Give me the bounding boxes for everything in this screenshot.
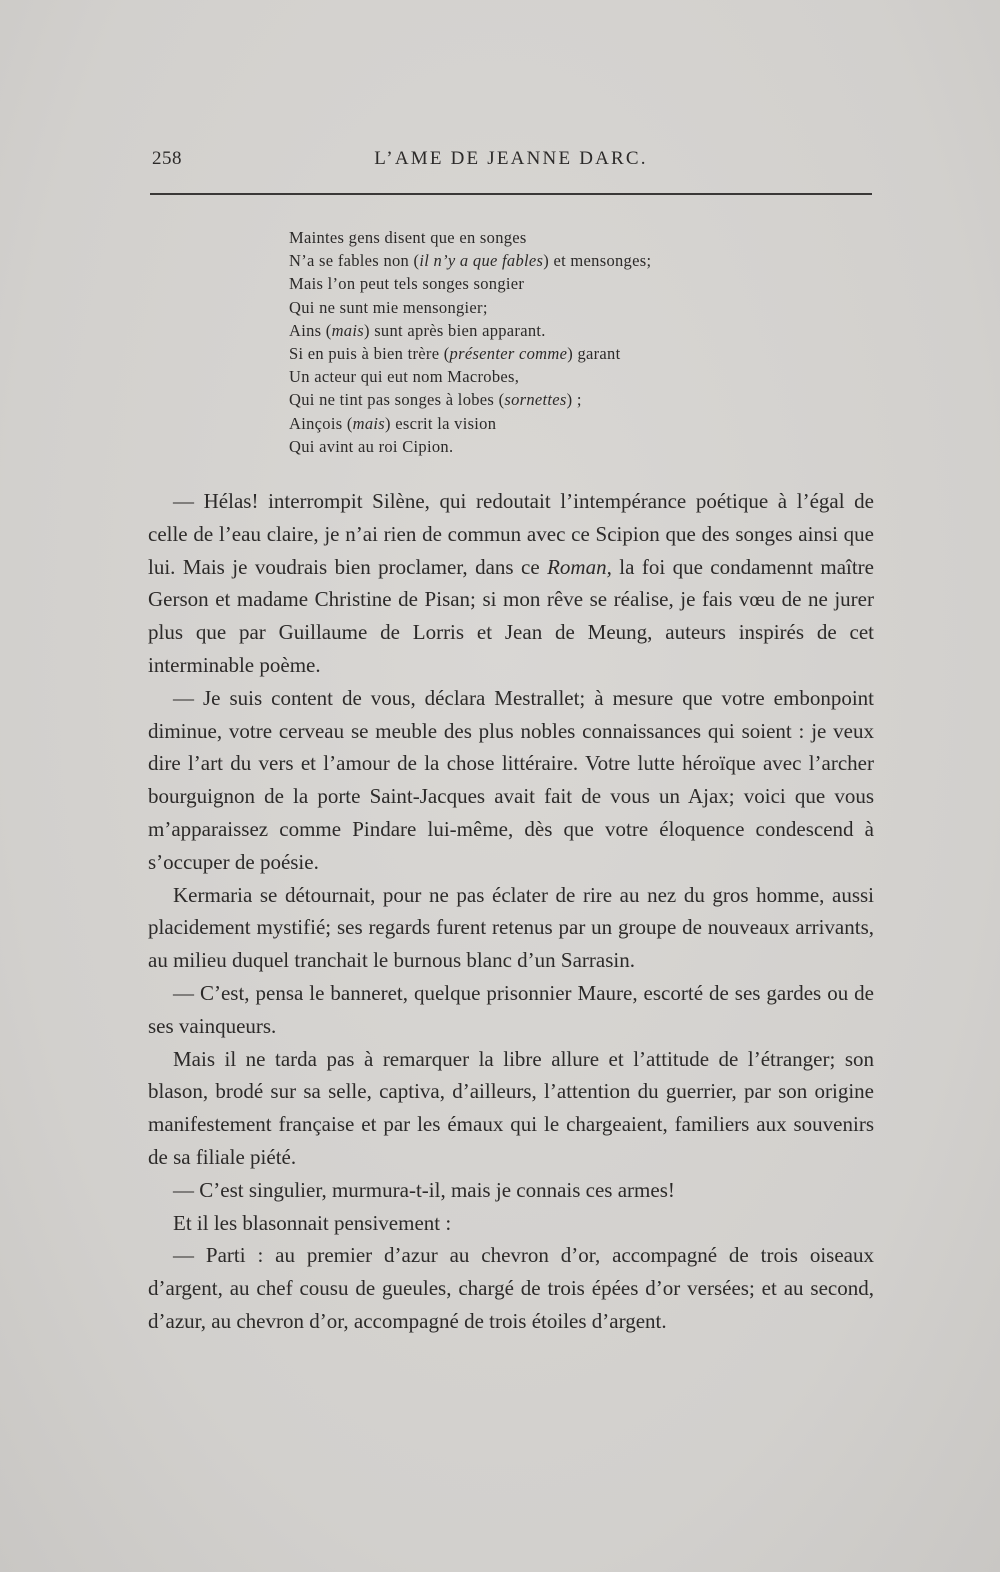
verse-line: Un acteur qui eut nom Macrobes, — [289, 367, 520, 387]
prose-body — [148, 485, 874, 1338]
verse-line: Ains (mais) sunt après bien apparant. — [289, 320, 546, 340]
paragraph: Kermaria se détournait, pour ne pas éclater de rire au nez du gros homme, aussi placidement mystifié; ses regards furent retenus par un groupe de nouveaux arrivants, au milieu duquel tranchait le burnous blanc d’un Sarrasin. — [148, 882, 874, 973]
verse-line: Qui ne sunt mie mensongier; — [289, 297, 488, 317]
verse-line: Qui avint au roi Cipion. — [289, 436, 454, 456]
paragraph: — Parti : au premier d’azur au chevron d’or, accompagné de trois oiseaux d’argent, au chef cousu de gueules, chargé de trois épées d’or versées; et au second, d’azur, au chevron d’or, accompagné de trois étoiles d’argent. — [148, 1243, 874, 1333]
page-header — [150, 148, 872, 178]
paragraph: — C’est, pensa le banneret, quelque prisonnier Maure, escorté de ses gardes ou de ses vainqueurs. — [148, 980, 874, 1038]
verse-line: Si en puis à bien trère (présenter comme) garant — [289, 343, 621, 363]
running-title: L’AME DE JEANNE DARC. — [374, 148, 648, 169]
verse-line: Maintes gens disent que en songes — [289, 228, 527, 247]
verse-block — [289, 226, 769, 458]
paragraph: — Je suis content de vous, déclara Mestrallet; à mesure que votre embonpoint diminue, votre cerveau se meuble des plus nobles connaissances qui soient : je veux dire l’art du vers et l’amour de la chose littéraire. Votre lutte héroïque avec l’archer bourguignon de la porte Saint-Jacques avait fait de vous un Ajax; voici que vous m’apparaissez comme Pindare lui-même, dès que votre éloquence condescend à s’occuper de poésie. — [148, 685, 874, 874]
paragraph: — C’est singulier, murmura-t-il, mais je connais ces armes! — [173, 1177, 675, 1202]
verse-line: Mais l’on peut tels songes songier — [289, 274, 525, 294]
page-number: 258 — [152, 148, 182, 169]
verse-line: N’a se fables non (il n’y a que fables) et mensonges; — [289, 251, 652, 271]
paragraph: — Hélas! interrompit Silène, qui redoutait l’intempérance poétique à l’égal de celle de l’eau claire, je n’ai rien de commun avec ce Scipion que des songes ainsi que lui. Mais je voudrais bien proclamer, dans ce Roman, la foi que condamennt maître Gerson et madame Christine de Pisan; si mon rêve se réalise, je fais vœu de ne jurer plus que par Guillaume de Lorris et Jean de Meung, auteurs inspirés de cet interminable poème. — [148, 489, 874, 677]
verse-line: Ainçois (mais) escrit la vision — [289, 413, 497, 433]
paragraph: Mais il ne tarda pas à remarquer la libre allure et l’attitude de l’étranger; son blason, brodé sur sa selle, captiva, d’ailleurs, l’attention du guerrier, par son origine manifestement française et par les émaux qui le chargeaient, familiers aux souvenirs de sa filiale piété. — [148, 1046, 874, 1169]
paragraph: Et il les blasonnait pensivement : — [173, 1210, 452, 1235]
header-rule — [150, 193, 872, 195]
verse-line: Qui ne tint pas songes à lobes (sornettes) ; — [289, 390, 582, 410]
